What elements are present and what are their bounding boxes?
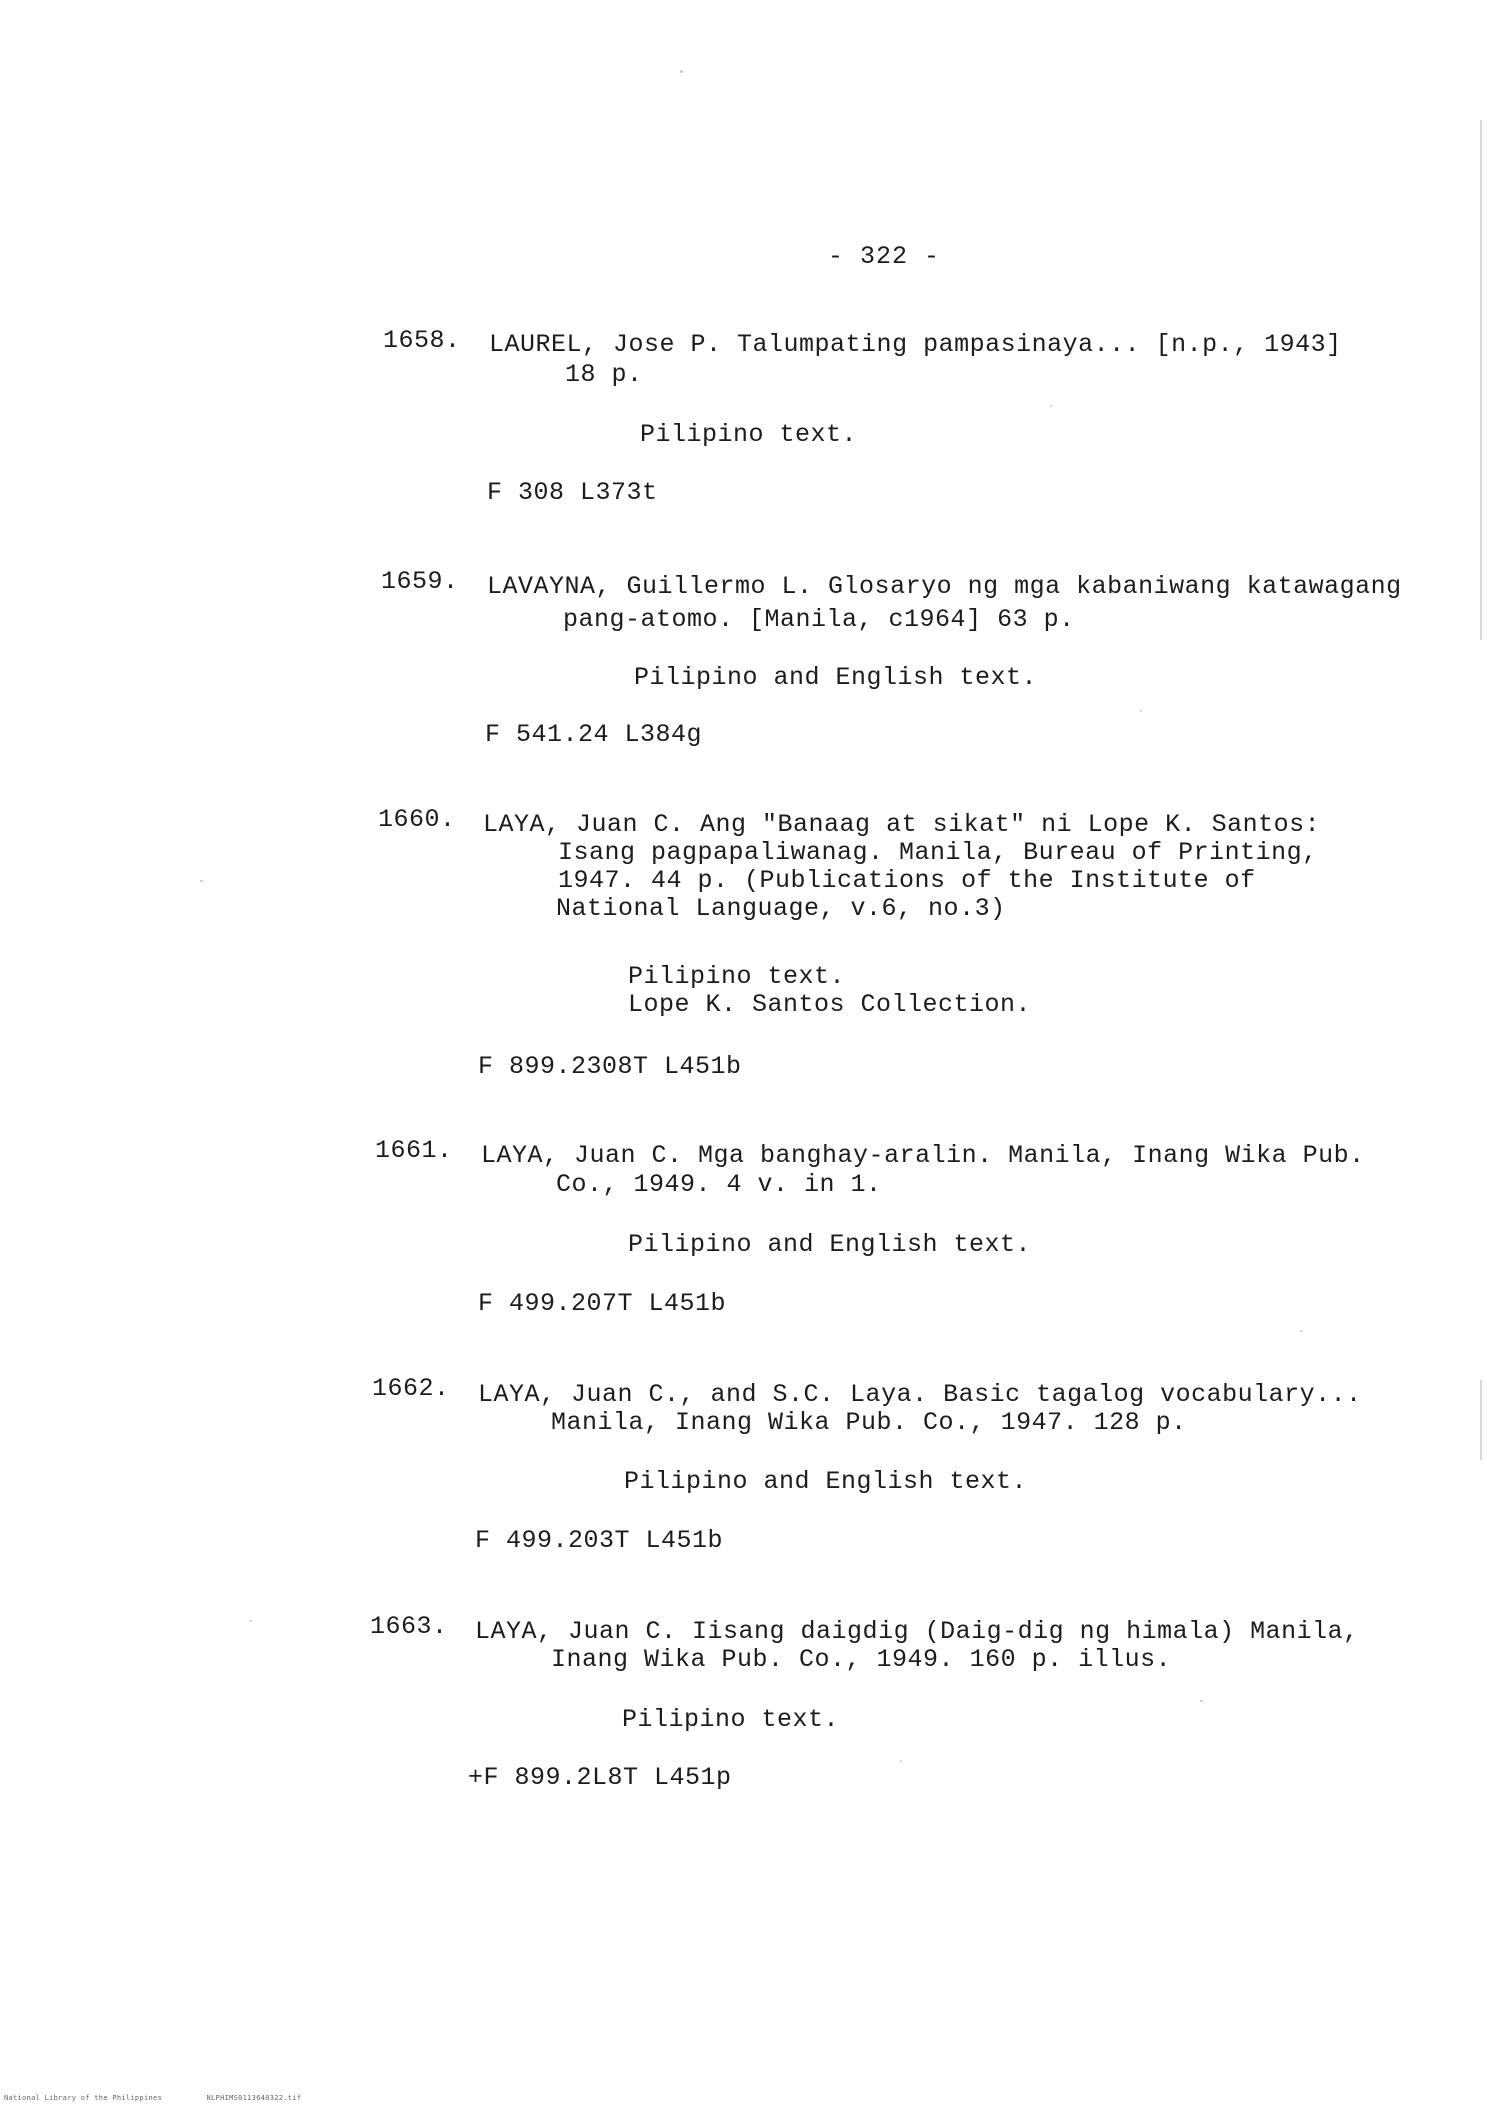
scan-speck <box>1050 405 1052 407</box>
entry-note: Pilipino and English text. <box>628 1230 1032 1259</box>
entry-number: 1659. <box>381 567 459 596</box>
entry-note: Pilipino text. <box>622 1705 840 1734</box>
entry-citation-line: Inang Wika Pub. Co., 1949. 160 p. illus. <box>551 1645 1172 1674</box>
call-number: +F 899.2L8T L451p <box>468 1763 732 1792</box>
entry-number: 1663. <box>370 1612 448 1641</box>
entry-citation-line: LAYA, Juan C., and S.C. Laya. Basic tagalog vocabulary... <box>478 1380 1362 1409</box>
entry-citation-line: National Language, v.6, no.3) <box>556 894 1006 923</box>
entry-number: 1661. <box>375 1136 453 1165</box>
entry-citation-line: pang-atomo. [Manila, c1964] 63 p. <box>563 605 1075 634</box>
scan-speck <box>1300 1330 1302 1332</box>
entry-citation-line: Co., 1949. 4 v. in 1. <box>556 1170 882 1199</box>
call-number: F 499.203T L451b <box>475 1526 724 1555</box>
entry-citation-line: LAVAYNA, Guillermo L. Glosaryo ng mga kabaniwang katawagang <box>487 572 1402 601</box>
scan-speck <box>1140 710 1142 712</box>
footer-source: National Library of the Philippines <box>4 2094 163 2102</box>
entry-citation-line: 18 p. <box>565 360 643 389</box>
entry-citation-line: LAYA, Juan C. Mga banghay-aralin. Manila, Inang Wika Pub. <box>481 1141 1365 1170</box>
entry-citation-line: LAYA, Juan C. Iisang daigdig (Daig-dig ng himala) Manila, <box>475 1617 1359 1646</box>
scan-edge-line <box>1480 120 1482 640</box>
call-number: F 899.2308T L451b <box>478 1052 742 1081</box>
entry-number: 1658. <box>383 326 461 355</box>
entry-citation-line: Isang pagpapaliwanag. Manila, Bureau of Printing, <box>558 838 1318 867</box>
scan-speck <box>1200 1700 1203 1702</box>
entry-note: Pilipino text. <box>628 962 846 991</box>
entry-number: 1660. <box>378 805 456 834</box>
scan-footer <box>4 2094 341 2102</box>
entry-citation-line: Manila, Inang Wika Pub. Co., 1947. 128 p. <box>551 1408 1187 1437</box>
call-number: F 308 L373t <box>487 478 658 507</box>
scan-speck <box>680 70 683 73</box>
call-number: F 541.24 L384g <box>485 720 703 749</box>
scan-edge-line <box>1480 1380 1482 1460</box>
scan-speck <box>900 1760 902 1762</box>
entry-note: Lope K. Santos Collection. <box>628 990 1032 1019</box>
entry-number: 1662. <box>372 1374 450 1403</box>
scan-speck <box>250 1620 252 1622</box>
entry-citation-line: 1947. 44 p. (Publications of the Institute of <box>558 866 1256 895</box>
page-number: - 322 - <box>828 242 941 271</box>
scan-speck <box>200 880 203 882</box>
entry-note: Pilipino and English text. <box>634 663 1038 692</box>
entry-citation-line: LAUREL, Jose P. Talumpating pampasinaya... [n.p., 1943] <box>489 330 1342 359</box>
entry-citation-line: LAYA, Juan C. Ang "Banaag at sikat" ni Lope K. Santos: <box>483 810 1321 839</box>
call-number: F 499.207T L451b <box>478 1289 727 1318</box>
footer-filename: NLPHIMS0113640322.tif <box>206 2094 302 2102</box>
entry-note: Pilipino text. <box>640 420 858 449</box>
entry-note: Pilipino and English text. <box>624 1467 1028 1496</box>
